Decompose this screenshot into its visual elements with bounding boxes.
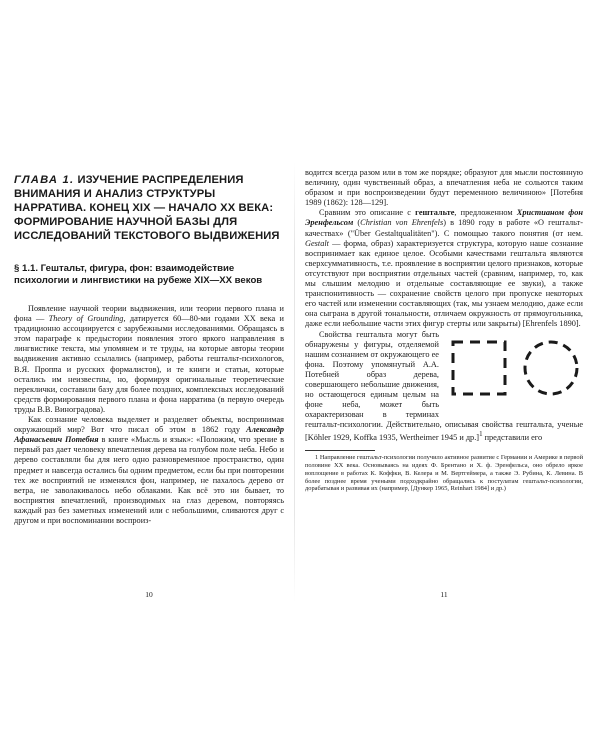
text-run: Свойства гештальта могут быть обнаружены у фигуры, отделяемой нашим сознанием от окружающего ее фона. Поэтому упомянутый А.А. Потебней образ дерева, совершающего небольшие движения, но остающегося единым целым на фоне неба, может быть охарактеризован в терминах гештальт-психологии. Действительно, описывая свойства гештальта, ученые [Köhler 1929, Koffka 1935, Wertheimer 1945 и др.] [305, 329, 583, 443]
page-number-right: 11 [440, 589, 448, 599]
chapter-title: ИЗУЧЕНИЕ РАСПРЕДЕЛЕНИЯ ВНИМАНИЯ И АНАЛИЗ СТРУКТУРЫ НАРРАТИВА. КОНЕЦ XIX — НАЧАЛО XX ВЕКА: ФОРМИРОВАНИЕ НАУЧНОЙ БАЗЫ ДЛЯ ИССЛЕДОВАНИЙ ТЕКСТОВОГО ВЫДВИЖЕНИЯ [14, 174, 280, 242]
figure-paragraph [305, 330, 583, 444]
footnote: 1 Направление гештальт-психологии получило активное развитие с Германии и Америке в первой половине XX века. Основываясь на идеях Ф. Брентано и Х. ф. Эренфельса, оно обрело яркое воплощение в работах К. Коффки, В. Келера и М. Вертгеймера, а также Э. Рубина, К. Левина. В более позднее время учеными подходкрайно обращались к постулатам гештальт-психологии, дорабатывая и развивая их (например, [Дункер 1965, Reinhart 1984] и др.) [305, 454, 583, 493]
left-page [14, 168, 284, 600]
dashed-circle-shape [525, 342, 577, 394]
paragraph: водится всегда разом или в том же порядке; образуют для мысли постоянную величину, один чувственный образ, а впечатления неба не сольются таким образом и при воспроизведении будут переменною величиною» [Потебня 1989 (1862): 128—129]. [305, 168, 583, 208]
text-run: — форма, образ) характеризуется структура, которую наше сознание воспринимает как единое целое. Особыми качествами гештальта являются сверхсуммативность, т.е. проявление в восприятии целого признаков, которые отсутствуют при восприятии отдельных частей (сравним, например, то, как мы слышим мелодию и отдельные составляющие ее звуки), а также транспонитивность — сохранение свойств целого при пропуске некоторых его частей или изменении составляющих (так, мы узнаем мелодию, даже если она сыграна в другой тональности, отличаем окружность от прямоугольника, даже если небольшие части этих фигур стерты или закрыты) [Ehrenfels 1890]. [305, 238, 583, 329]
section-heading: § 1.1. Гештальт, фигура, фон: взаимодействие психологии и лингвистики на рубеже XIX—XX веков [14, 263, 263, 286]
text-run: представили его [482, 433, 543, 443]
author-name: Христианом фон Эренфельсом [305, 208, 583, 228]
text-run: Появление научной теории выдвижения, или теории первого плана и фона — [14, 304, 284, 324]
paragraph [14, 415, 284, 526]
chapter-label: ГЛАВА 1. [14, 174, 75, 186]
text-run: ( [353, 218, 361, 228]
latin-name: Christian von Ehrenfels [360, 218, 444, 228]
paragraph [14, 304, 284, 415]
right-page [305, 168, 583, 600]
text-run: Сравним это описание с [319, 208, 416, 218]
page-number-left: 10 [145, 589, 153, 599]
book-spread [14, 168, 586, 600]
gutter [294, 162, 295, 602]
term-gestalt: гештальте [415, 208, 455, 218]
text-run: ) в 1890 году в работе «О гештальт-качествах» ("Über Gestaltqualitäten"). С помощью такого понятия (от нем. [305, 218, 583, 238]
dashed-square-shape [453, 342, 505, 394]
paragraph [305, 208, 583, 329]
footnote-divider [305, 450, 375, 451]
text-run: , датируется 60—80-ми годами XX века и традиционно ассоциируется с зарубежными исследованиями. Обращаясь в этом параграфе к предыстории появления этого яркого направления в лингвистике текста, мы упомянем и те труды, на которые авторы теории выдвижения активно ссылались (например, работы гештальт-психологов, В.Я. Проппа и русских формалистов), и те книги и статьи, которые остались им неизвестны, но, формируя оригинальные теоретические переклички, составили базу для более поздних, комплексных исследований средств формирования первого плана и фона нарратива (в первую очередь труды В.В. Виноградова). [14, 314, 284, 414]
text-run: в книге «Мысль и язык»: «Положим, что зрение в первый раз дает человеку впечатления дерева на голубом поле неба. Небо и дерево составляли бы для него одно разновременное пространство, один предмет и навсегда остались бы одним предметом, если бы при повторении тех же восприятий не изменялся фон, например, не пахалось дерево от ветра, не заволакивалось небо облаками. Как всё это ни бывает, то восприятия впечатлений, производимых на глаз деревом, повторяясь каждый раз без заметных изменений или с небольшими, сливаются друг с другом и при воспоминании воспроиз- [14, 435, 284, 525]
text-run: Как сознание человека выделяет и разделяет объекты, воспринимая окружающий мир? Вот что писал об этом в 1862 году [14, 415, 284, 435]
footnote-ref[interactable]: 1 [479, 431, 483, 439]
term-theory-of-grounding: Theory of Grounding [48, 314, 124, 324]
author-name: Александр Афанасьевич Потебня [14, 425, 284, 445]
chapter-heading [14, 173, 284, 243]
text-run: , предложенном [454, 208, 517, 218]
term-gestalt-german: Gestalt [305, 238, 329, 248]
gestalt-figure [445, 332, 583, 410]
